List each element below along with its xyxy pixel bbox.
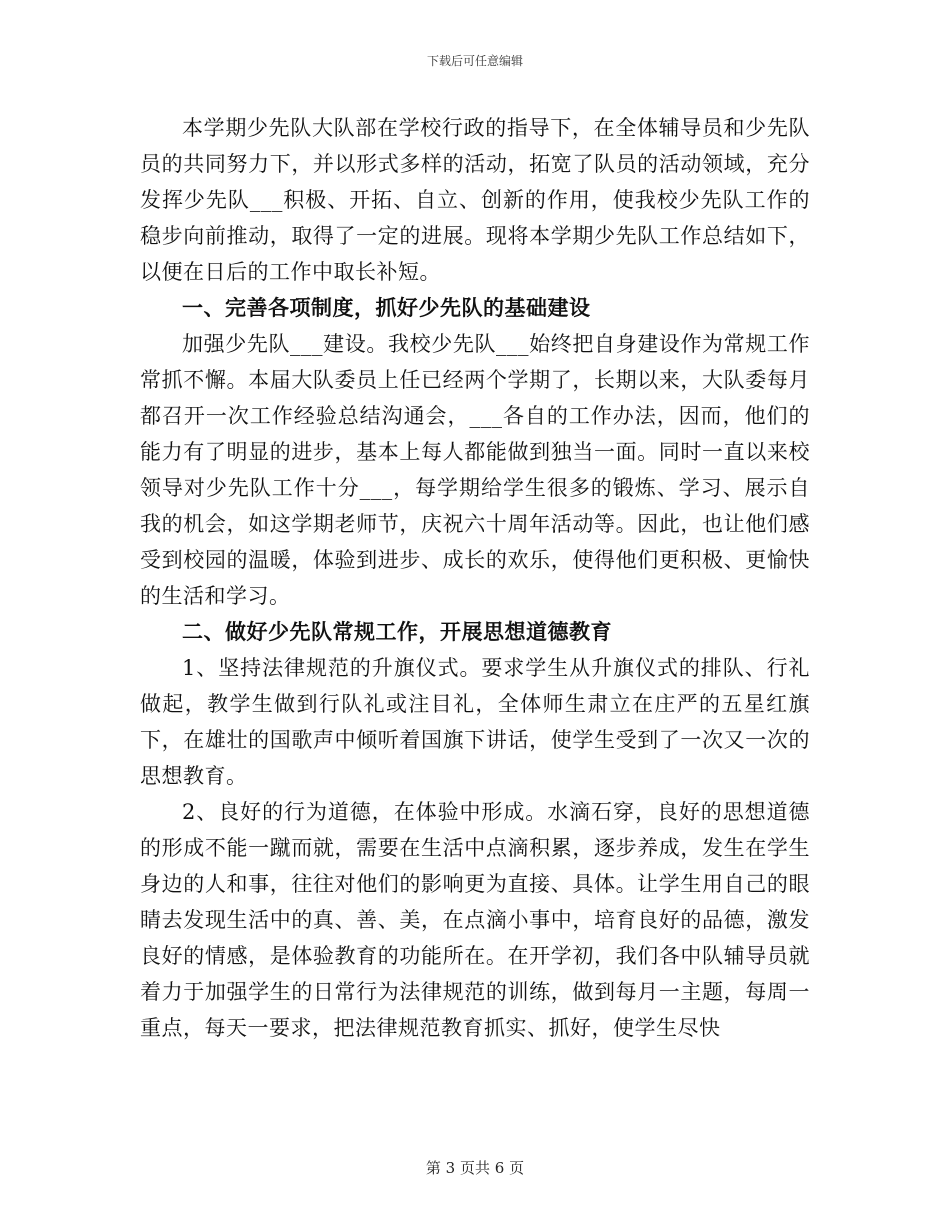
- document-body: [140, 110, 810, 1046]
- intro-paragraph: 本学期少先队大队部在学校行政的指导下，在全体辅导员和少先队员的共同努力下，并以形式多样的活动，拓宽了队员的活动领域，充分发挥少先队___积极、开拓、自立、创新的作用，使我校少先队工作的稳步向前推动，取得了一定的进展。现将本学期少先队工作总结如下，以便在日后的工作中取长补短。: [140, 116, 810, 284]
- section-1-title: 一、完善各项制度，抓好少先队的基础建设: [182, 296, 591, 320]
- section-2-paragraph-1: 1、坚持法律规范的升旗仪式。要求学生从升旗仪式的排队、行礼做起，教学生做到行队礼或注目礼，全体师生肃立在庄严的五星红旗下，在雄壮的国歌声中倾听着国旗下讲话，使学生受到了一次又一次的思想教育。: [140, 656, 810, 788]
- section-1-paragraph: 加强少先队___建设。我校少先队___始终把自身建设作为常规工作常抓不懈。本届大队委员上任已经两个学期了，长期以来，大队委每月都召开一次工作经验总结沟通会，___各自的工作办法，因而，他们的能力有了明显的进步，基本上每人都能做到独当一面。同时一直以来校领导对少先队工作十分___，每学期给学生很多的锻炼、学习、展示自我的机会，如这学期老师节，庆祝六十周年活动等。因此，也让他们感受到校园的温暖，体验到进步、成长的欢乐，使得他们更积极、更愉快的生活和学习。: [140, 332, 810, 608]
- page-header-note: 下载后可任意编辑: [426, 54, 523, 68]
- page-number: 第 3 页共 6 页: [425, 1159, 525, 1177]
- section-2-paragraph-2: 2、良好的行为道德，在体验中形成。水滴石穿，良好的思想道德的形成不能一蹴而就，需要在生活中点滴积累，逐步养成，发生在学生身边的人和事，往往对他们的影响更为直接、具体。让学生用自己的眼睛去发现生活中的真、善、美，在点滴小事中，培育良好的品德，激发良好的情感，是体验教育的功能所在。在开学初，我们各中队辅导员就着力于加强学生的日常行为法律规范的训练，做到每月一主题，每周一重点，每天一要求，把法律规范教育抓实、抓好，使学生尽快: [140, 800, 810, 1040]
- section-2-title: 二、做好少先队常规工作，开展思想道德教育: [182, 620, 612, 644]
